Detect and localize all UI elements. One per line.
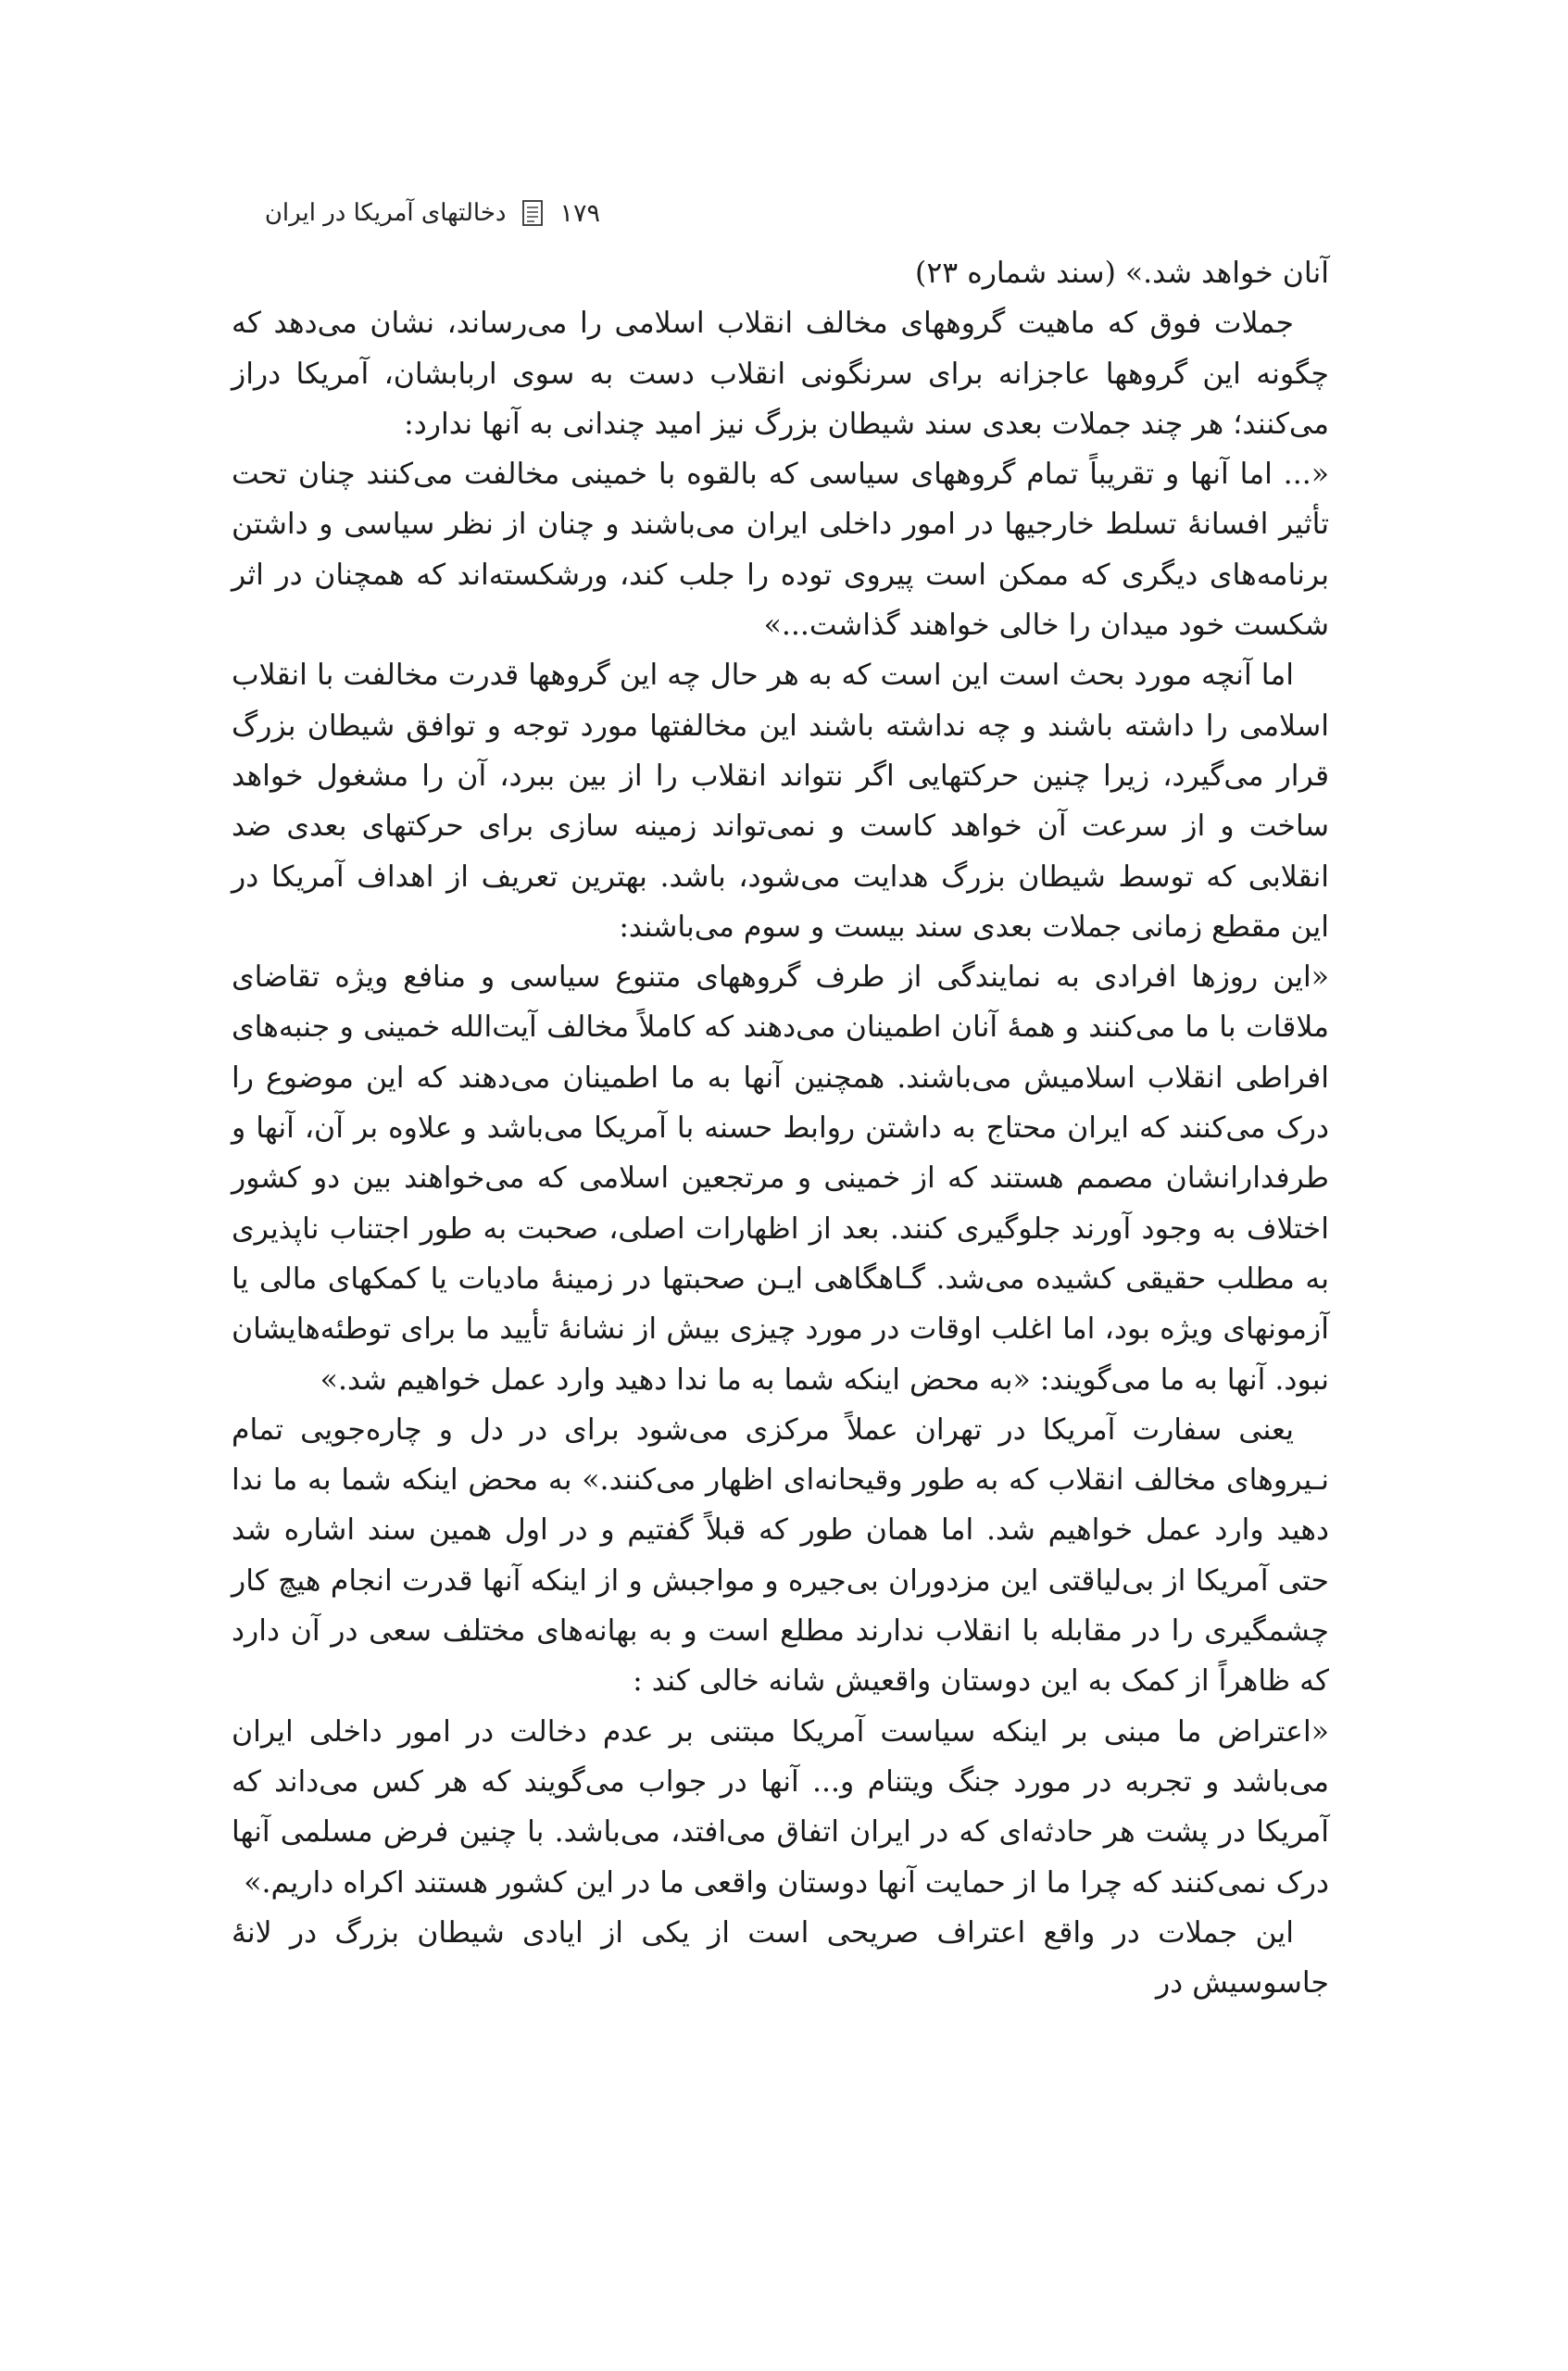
page-number: ۱۷۹ (559, 198, 600, 228)
body-text (232, 248, 1329, 2008)
paragraph: آنان خواهد شد.» (سند شماره ۲۳) (915, 257, 1329, 290)
paragraph: این جملات در واقع اعتراف صریحی است از یکی از ایادی شیطان بزرگ در لانهٔ جاسوسیش در (232, 1915, 1329, 2001)
paragraph: اما آنچه مورد بحث است این است که به هر حال چه این گروهها قدرت مخالفت با انقلاب اسلامی را داشته باشند و چه نداشته باشند این مخالفتها مورد توجه و توافق شیطان بزرگ قرار می‌گیرد، زیرا چنین حرکتهایی اگر نتواند انقلاب را از بین ببرد، آن را مشغول خواهد ساخت و از سرعت آن خواهد کاست و نمی‌تواند زمینه سازی برای حرکتهای بعدی ضد انقلابی که توسط شیطان بزرگ هدایت می‌شود، باشد. بهترین تعریف از اهداف آمریکا در این مقطع زمانی جملات بعدی سند بیست و سوم می‌باشند: (232, 659, 1329, 944)
paragraph: یعنی سفارت آمریکا در تهران عملاً مرکزی می‌شود برای در دل و چاره‌جویی تمام نـیروهای مخالف انقلاب که به طور وقیحانه‌ای اظهار می‌کنند.» به محض اینکه شما به ما ندا دهید وارد عمل خواهیم شد. اما همان طور که قبلاً گفتیم و در اول همین سند اشاره شد حتی آمریکا از بی‌لیاقتی این مزدوران بی‌جیره و مواجبش و از اینکه آنها قدرت انجام هیچ کار چشمگیری را در مقابله با انقلاب ندارند مطلع است و به بهانه‌های مختلف سعی در آن دارد که ظاهراً از کمک به این دوستان واقعیش شانه خالی کند : (232, 1412, 1329, 1699)
running-header (248, 185, 600, 241)
quote-paragraph: «این روزها افرادی به نمایندگی از طرف گروههای متنوع سیاسی و منافع ویژه تقاضای ملاقات با ما می‌کنند و همهٔ آنان اطمینان می‌دهند که کاملاً مخالف آیت‌الله خمینی و جنبه‌های افراطی انقلاب اسلامیش می‌باشند. همچنین آنها به ما اطمینان می‌دهند که این موضوع را درک می‌کنند که ایران محتاج به داشتن روابط حسنه با آمریکا می‌باشد و علاوه بر آن، آنها و طرفدارانشان مصمم هستند که از خمینی و مرتجعین اسلامی که می‌خواهند بین دو کشور اختلاف به وجود آورند جلوگیری کنند. بعد از اظهارات اصلی، صحبت به طور اجتناب ناپذیری به مطلب حقیقی کشیده می‌شد. گـاهگاهی ایـن صحبتها در زمینهٔ مادیات یا کمکهای مالی یا آزمونهای ویژه بود، اما اغلب اوقات در مورد چیزی بیش از نشانهٔ تأیید ما برای توطئه‌هایشان نبود. آنها به ما می‌گویند: «به محض اینکه شما به ما ندا دهید وارد عمل خواهیم شد.» (232, 960, 1329, 1397)
quote-paragraph: «اعتراض ما مبنی بر اینکه سیاست آمریکا مبتنی بر عدم دخالت در امور داخلی ایران می‌باشد و تجربه در مورد جنگ ویتنام و... آنها در جواب می‌گویند که هر کس می‌داند که آمریکا در پشت هر حادثه‌ای که در ایران اتفاق می‌افتد، می‌باشد. با چنین فرض مسلمی آنها درک نمی‌کنند که چرا ما از حمایت آنها دوستان واقعی ما در این کشور هستند اکراه داریم.» (232, 1714, 1329, 1900)
book-icon (521, 199, 545, 227)
running-title: دخالتهای آمریکا در ایران (264, 199, 507, 227)
quote-paragraph: «... اما آنها و تقریباً تمام گروههای سیاسی که بالقوه با خمینی مخالفت می‌کنند چنان تحت تأثیر افسانهٔ تسلط خارجیها در امور داخلی ایران می‌باشند و چنان از نظر سیاسی و داشتن برنامه‌های دیگری که ممکن است پیروی توده را جلب کند، ورشکسته‌اند که همچنان در اثر شکست خود میدان را خالی خواهند گذاشت...» (232, 458, 1329, 643)
paragraph: جملات فوق که ماهیت گروههای مخالف انقلاب اسلامی را می‌رساند، نشان می‌دهد که چگونه این گروهها عاجزانه برای سرنگونی انقلاب دست به سوی اربابشان، آمریکا دراز می‌کنند؛ هر چند جملات بعدی سند شیطان بزرگ نیز امید چندانی به آنها ندارد: (232, 307, 1329, 441)
